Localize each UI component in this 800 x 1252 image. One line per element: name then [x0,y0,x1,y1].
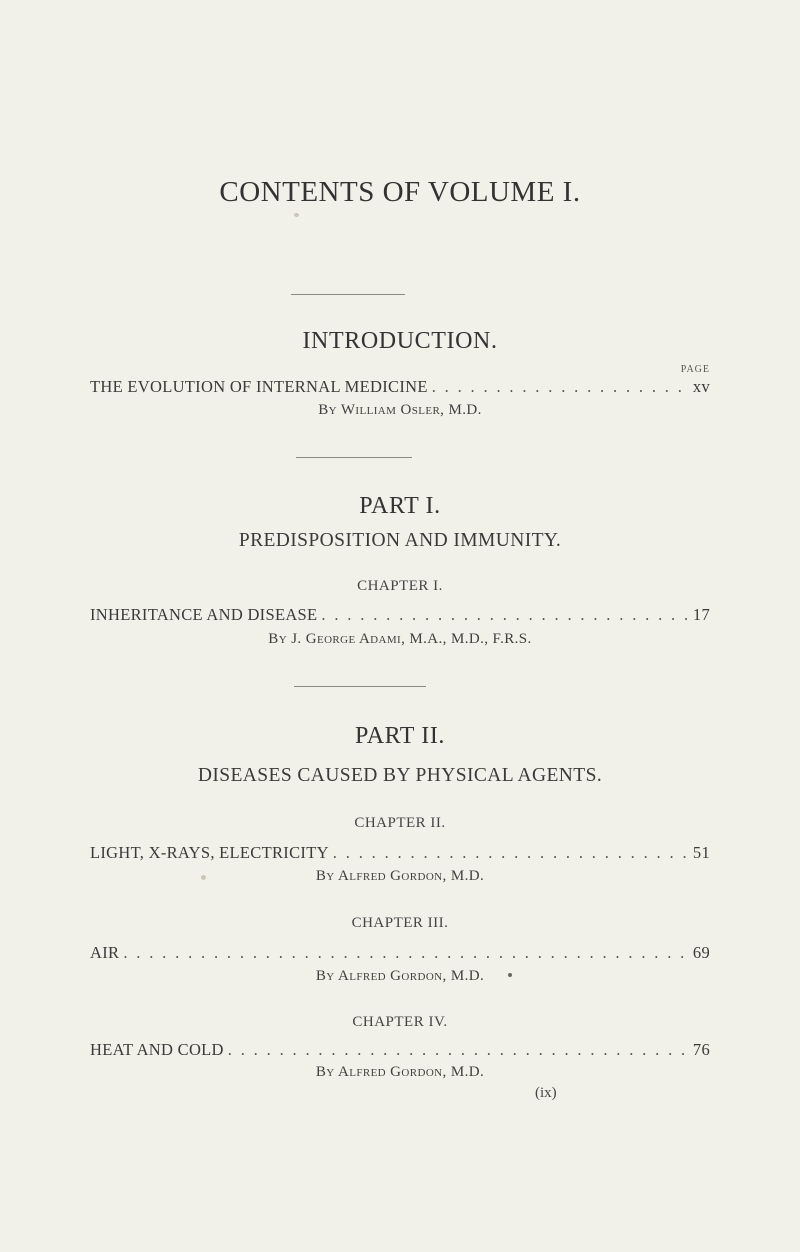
part-2-subheading: DISEASES CAUSED BY PHYSICAL AGENTS. [197,765,603,786]
entry-title: HEAT AND COLD [90,1040,224,1059]
divider-rule [296,457,412,458]
entry-title: LIGHT, X-RAYS, ELECTRICITY [90,843,329,862]
entry-author: By Alfred Gordon, M.D. [315,868,485,884]
entry-title: INHERITANCE AND DISEASE [90,605,318,624]
entry-title: THE EVOLUTION OF INTERNAL MEDICINE [90,377,428,396]
entry-author: By William Osler, M.D. [318,402,482,418]
part-1-subheading: PREDISPOSITION AND IMMUNITY. [238,530,562,551]
entry-page: 51 [692,843,710,862]
toc-entry-introduction [90,377,710,397]
part-2-heading: PART II. [354,723,446,749]
entry-page: 76 [692,1040,710,1059]
toc-entry-chapter-2 [90,843,710,863]
entry-author: By Alfred Gordon, M.D. [315,968,485,984]
dot-leader [317,605,688,625]
chapter-label: CHAPTER IV. [352,1014,448,1030]
chapter-label: CHAPTER I. [357,578,443,594]
toc-entry-chapter-3 [90,943,710,963]
entry-author: By J. George Adami, M.A., M.D., F.R.S. [268,631,532,647]
toc-entry-chapter-1 [90,605,710,625]
entry-page: 17 [692,605,710,624]
divider-rule [291,294,405,295]
page-folio: (ix) [535,1085,557,1101]
divider-rule [294,686,426,687]
entry-page: 69 [692,943,710,962]
dot-leader [428,377,689,397]
toc-entry-chapter-4 [90,1040,710,1060]
dot-leader [119,943,689,963]
entry-title: AIR [90,943,120,962]
chapter-label: CHAPTER II. [354,815,446,831]
entry-author: By Alfred Gordon, M.D. [315,1064,485,1080]
ink-speck [294,213,299,217]
chapter-label: CHAPTER III. [351,915,449,931]
entry-page: xv [692,377,710,396]
ink-speck [508,973,512,977]
part-1-heading: PART I. [359,493,441,519]
page-column-label: PAGE [680,364,710,375]
dot-leader [224,1040,689,1060]
dot-leader [329,843,689,863]
introduction-heading: INTRODUCTION. [302,328,498,354]
page-title: CONTENTS OF VOLUME I. [219,176,581,208]
